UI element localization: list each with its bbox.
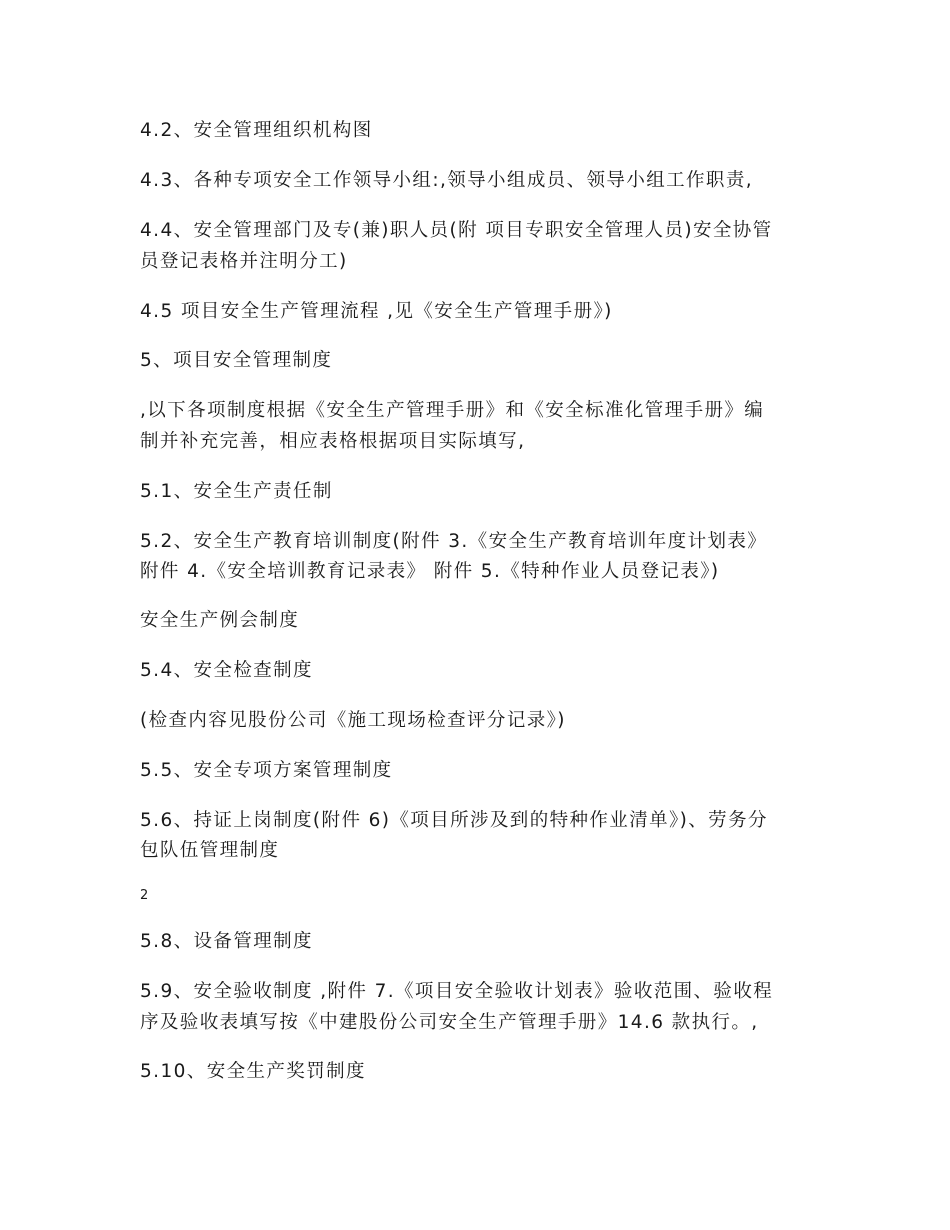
heading-4-5: 4.5 项目安全生产管理流程 ,见《安全生产管理手册》) <box>140 301 613 322</box>
heading-5-4: 5.4、安全检查制度 <box>140 660 313 681</box>
heading-5-8: 5.8、设备管理制度 <box>140 931 313 952</box>
heading-meeting-system: 安全生产例会制度 <box>140 610 300 631</box>
paragraph-intro: ,以下各项制度根据《安全生产管理手册》和《安全标准化管理手册》编 <box>140 400 765 421</box>
heading-5-1: 5.1、安全生产责任制 <box>140 481 333 502</box>
paragraph-intro-continued: 制并补充完善，相应表格根据项目实际填写, <box>140 431 526 452</box>
heading-5-9: 5.9、安全验收制度 ,附件 7.《项目安全验收计划表》验收范围、验收程 <box>140 981 774 1002</box>
heading-4-2: 4.2、安全管理组织机构图 <box>140 120 373 141</box>
heading-5-2-continued: 附件 4.《安全培训教育记录表》 附件 5.《特种作业人员登记表》) <box>140 561 720 582</box>
note-inspection: (检查内容见股份公司《施工现场检查评分记录》) <box>140 710 566 731</box>
heading-5-2: 5.2、安全生产教育培训制度(附件 3.《安全生产教育培训年度计划表》 <box>140 531 768 552</box>
heading-4-4: 4.4、安全管理部门及专(兼)职人员(附 项目专职安全管理人员)安全协管 <box>140 220 773 241</box>
heading-5-6: 5.6、持证上岗制度(附件 6)《项目所涉及到的特种作业清单》)、劳务分 <box>140 810 768 831</box>
page-number: 2 <box>140 888 149 903</box>
heading-5-9-continued: 序及验收表填写按《中建股份公司安全生产管理手册》14.6 款执行。, <box>140 1012 759 1033</box>
heading-4-3: 4.3、各种专项安全工作领导小组:,领导小组成员、领导小组工作职责, <box>140 170 754 191</box>
heading-5-5: 5.5、安全专项方案管理制度 <box>140 760 393 781</box>
heading-5: 5、项目安全管理制度 <box>140 350 333 371</box>
heading-5-10: 5.10、安全生产奖罚制度 <box>140 1061 366 1082</box>
heading-5-6-continued: 包队伍管理制度 <box>140 840 280 861</box>
heading-4-4-continued: 员登记表格并注明分工) <box>140 251 348 272</box>
